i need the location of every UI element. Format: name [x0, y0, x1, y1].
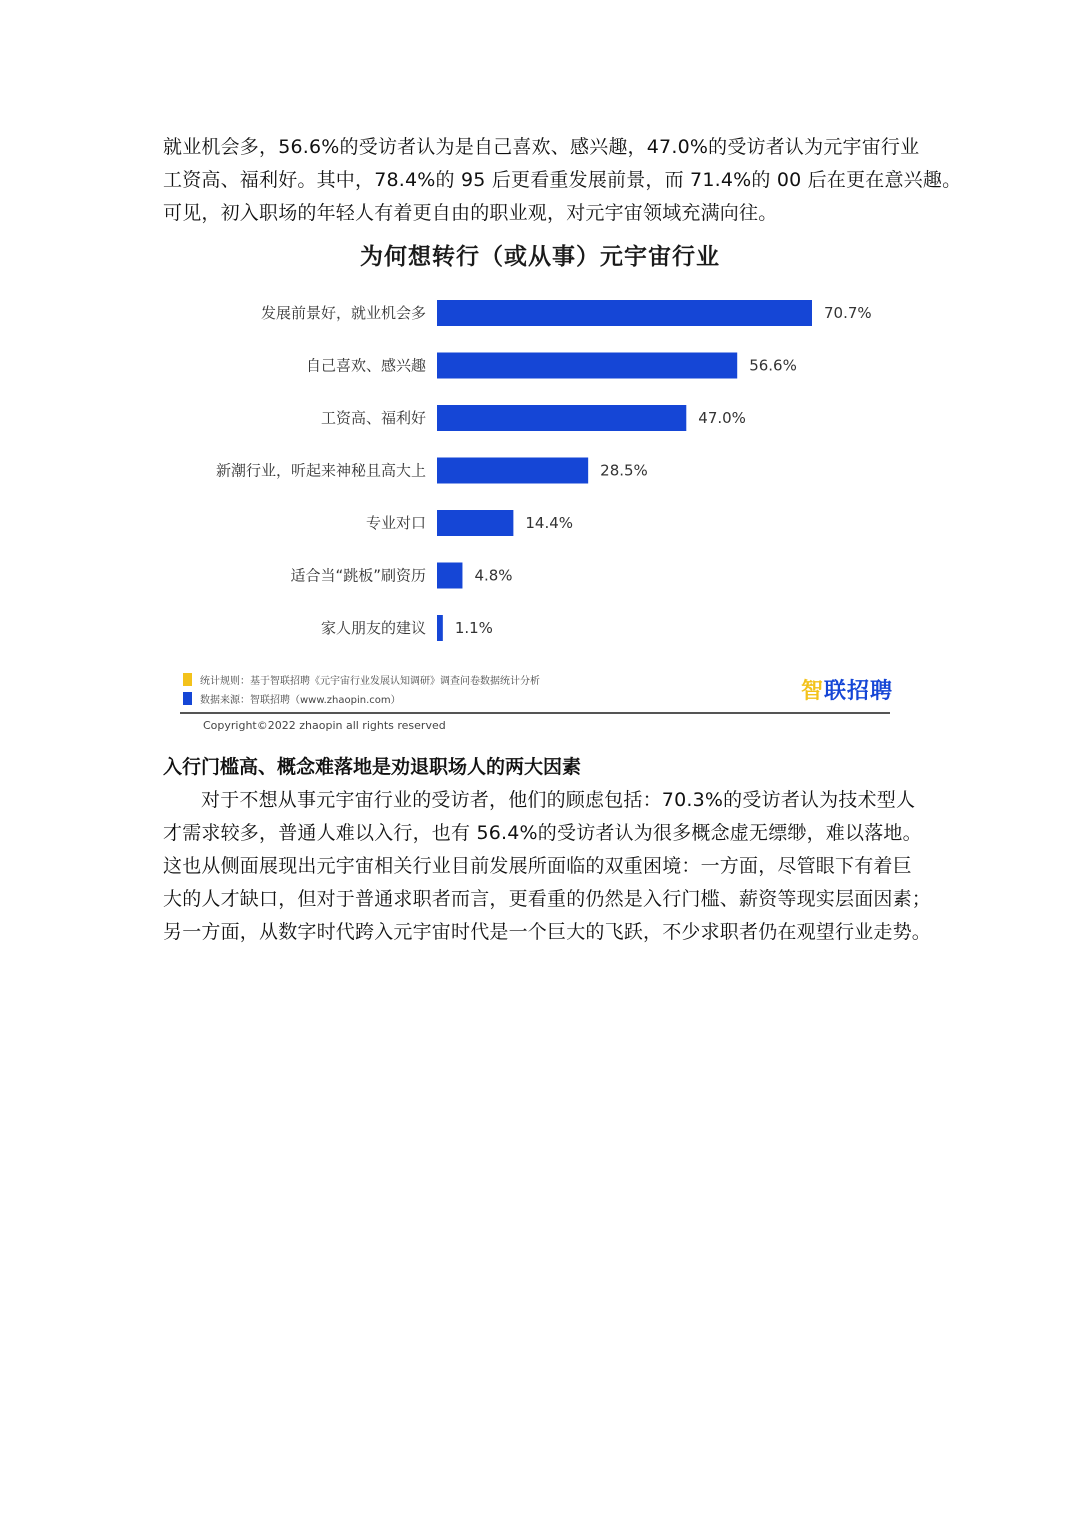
bar: [437, 615, 443, 641]
body-line: 对于不想从事元宇宙行业的受访者，他们的顾虑包括：70.3%的受访者认为技术型人: [201, 789, 916, 811]
intro-paragraph: [163, 131, 962, 230]
legend-swatch-yellow: [183, 673, 192, 686]
body-line: 才需求较多，普通人难以入行，也有 56.4%的受访者认为很多概念虚无缥缈，难以落地。: [163, 822, 922, 844]
value-label: 28.5%: [600, 461, 648, 480]
legend-text-rule: 统计规则：基于智联招聘《元宇宙行业发展认知调研》调查问卷数据统计分析: [200, 676, 540, 687]
value-label: 14.4%: [525, 514, 574, 532]
chart-legend: [183, 670, 540, 708]
bar: [437, 458, 588, 484]
body-line: 大的人才缺口，但对于普通求职者而言，更看重的仍然是入行门槛、薪资等现实层面因素；: [163, 888, 932, 910]
body-paragraph: [163, 784, 932, 949]
body-line: 另一方面，从数字时代跨入元宇宙时代是一个巨大的飞跃，不少求职者仍在观望行业走势。: [163, 921, 932, 943]
bar: [437, 300, 812, 326]
category-label: 适合当“跳板”刷资历: [290, 566, 426, 585]
zhaopin-logo: [801, 674, 893, 705]
category-label: 自己喜欢、感兴趣: [305, 356, 426, 375]
category-label: 专业对口: [365, 514, 426, 532]
category-label: 新潮行业，听起来神秘且高大上: [215, 461, 426, 480]
bar-chart: [0, 280, 1080, 660]
category-label: 工资高、福利好: [320, 409, 426, 427]
legend-text-source: 数据来源：智联招聘（www.zhaopin.com）: [200, 695, 401, 706]
category-label: 家人朋友的建议: [320, 619, 426, 637]
legend-item-rule: [183, 670, 540, 689]
value-label: 70.7%: [824, 304, 872, 322]
category-label: 发展前景好，就业机会多: [260, 304, 426, 322]
intro-line: 就业机会多，56.6%的受访者认为是自己喜欢、感兴趣，47.0%的受访者认为元宇宙行业: [163, 136, 920, 158]
logo-rest: 联招聘: [824, 679, 894, 704]
chart-divider: [180, 712, 890, 714]
value-label: 56.6%: [749, 356, 797, 375]
section-heading: 入行门槛高、概念难落地是劝退职场人的两大因素: [163, 756, 582, 778]
value-label: 4.8%: [474, 566, 513, 585]
legend-item-source: [183, 689, 540, 708]
logo-first-char: 智: [801, 679, 825, 704]
value-label: 47.0%: [698, 409, 746, 427]
bar: [437, 353, 737, 379]
intro-line: 工资高、福利好。其中，78.4%的 95 后更看重发展前景，而 71.4%的 00 后在更在意兴趣。: [163, 169, 962, 191]
chart-title: 为何想转行（或从事）元宇宙行业: [360, 244, 720, 270]
bar: [437, 563, 462, 589]
bar: [437, 510, 513, 536]
body-line: 这也从侧面展现出元宇宙相关行业目前发展所面临的双重困境：一方面，尽管眼下有着巨: [163, 855, 912, 877]
bar: [437, 405, 686, 431]
copyright-text: Copyright©2022 zhaopin all rights reserved: [203, 719, 446, 732]
intro-line: 可见，初入职场的年轻人有着更自由的职业观，对元宇宙领域充满向往。: [163, 202, 778, 224]
value-label: 1.1%: [454, 619, 493, 637]
legend-swatch-blue: [183, 692, 192, 705]
